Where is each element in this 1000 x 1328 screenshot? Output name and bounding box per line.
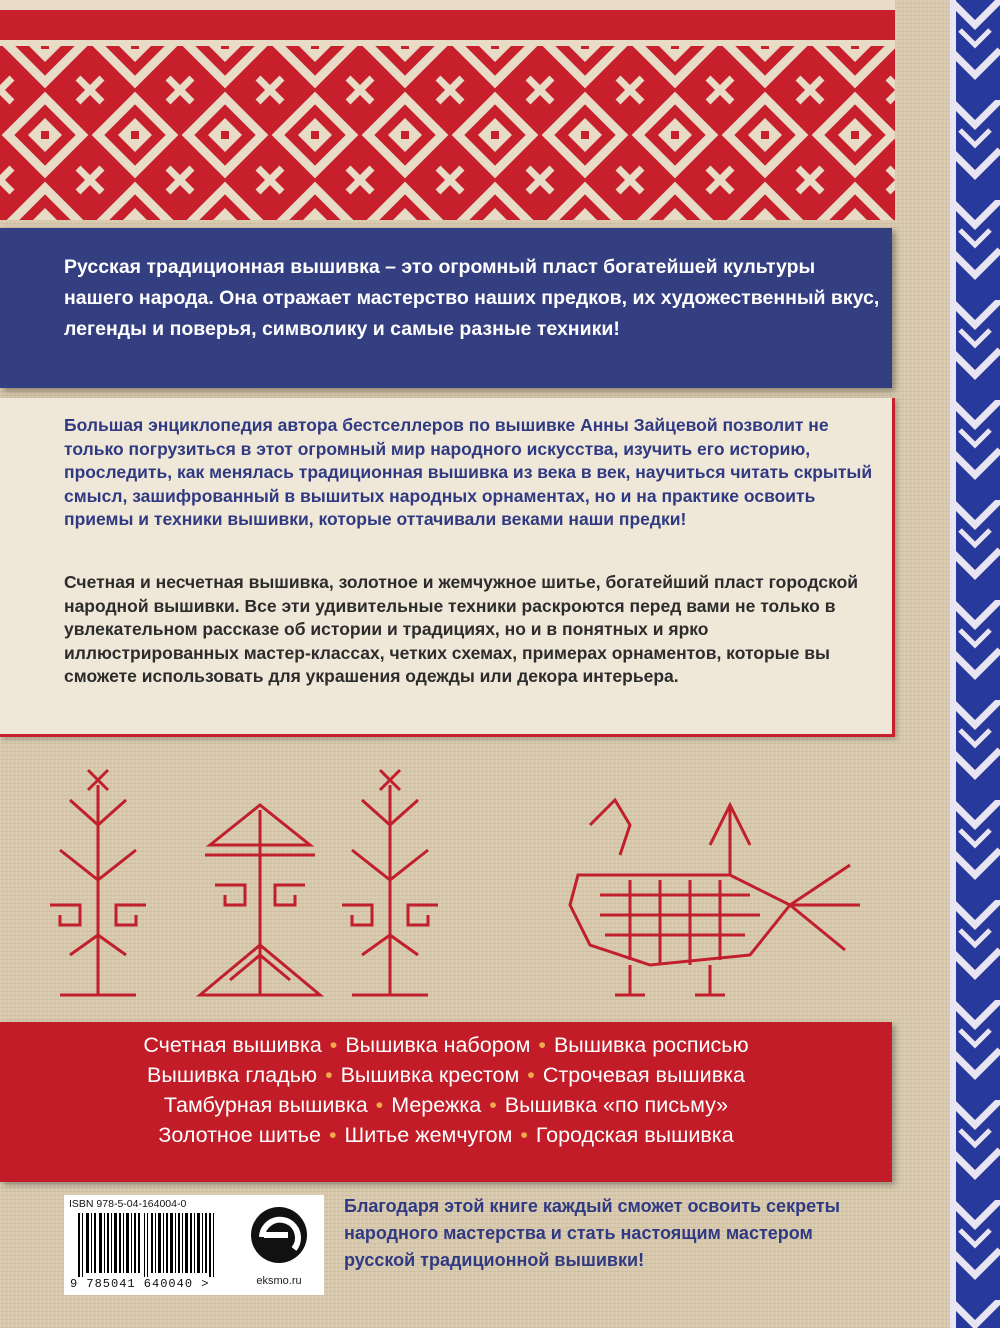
techniques-list <box>0 1030 892 1150</box>
bird-ornament <box>570 800 860 995</box>
blue-woven-border <box>950 0 1000 1328</box>
technique-item: Городская вышивка <box>535 1123 734 1147</box>
bullet-icon: • <box>520 1123 528 1147</box>
embroidery-illustration <box>30 755 910 1020</box>
technique-item: Вышивка гладью <box>147 1063 318 1087</box>
barcode <box>64 1195 234 1295</box>
isbn-text: ISBN 978-5-04-164004-0 <box>69 1198 187 1210</box>
technique-item: Мережка <box>391 1093 482 1117</box>
tree-of-life-ornament-center <box>200 805 320 995</box>
description-paragraph-2: Счетная и несчетная вышивка, золотное и жемчужное шитье, богатейший пласт городской народной вышивки. Все эти удивительные техники раскроются перед вами не только в увлекательном рассказе об истории и традициях, но и в понятных и ярко иллюстрированных мастер-классах, четких схемах, примерах орнаментов, которые вы сможете использовать для украшения одежды или декора интерьера. <box>64 572 859 687</box>
technique-item: Вышивка росписью <box>553 1033 749 1057</box>
publisher-url: eksmo.ru <box>256 1275 302 1287</box>
techniques-row-1 <box>0 1030 892 1060</box>
tree-of-life-ornament-right <box>342 770 438 995</box>
technique-item: Золотное шитье <box>158 1123 321 1147</box>
techniques-row-2 <box>0 1060 892 1090</box>
technique-item: Счетная вышивка <box>143 1033 322 1057</box>
red-embroidery-border <box>0 0 895 220</box>
bullet-icon: • <box>489 1093 497 1117</box>
closing-text: Благодаря этой книге каждый сможет освоить секреты народного мастерства и стать настоящим мастером русской традиционной вышивки! <box>344 1196 841 1270</box>
technique-item: Вышивка набором <box>345 1033 531 1057</box>
techniques-row-4 <box>0 1120 892 1150</box>
bullet-icon: • <box>538 1033 546 1057</box>
bullet-icon: • <box>328 1123 337 1147</box>
intro-text: Русская традиционная вышивка – это огромный пласт богатейшей культуры нашего народа. Она отражает мастерство наших предков, их художественный вкус, легенды и поверья, символику и самые разные техники! <box>64 256 880 340</box>
technique-item: Строчевая вышивка <box>542 1063 745 1087</box>
technique-item: Тамбурная вышивка <box>163 1093 368 1117</box>
techniques-row-3 <box>0 1090 892 1120</box>
bullet-icon: • <box>329 1033 338 1057</box>
technique-item: Вышивка «по письму» <box>504 1093 729 1117</box>
technique-item: Вышивка крестом <box>340 1063 520 1087</box>
publisher-logo <box>234 1195 324 1295</box>
description-paragraph-1: Большая энциклопедия автора бестселлеров по вышивке Анны Зайцевой позволит не только погрузиться в этот огромный мир народного искусства, изучить его историю, проследить, как менялась традиционная вышивка из века в век, научиться читать скрытый смысл, зашифрованный в вышитых народных орнаментах, но и на практике освоить приемы и техники вышивки, которые оттачивали веками наши предки! <box>64 415 873 530</box>
barcode-number: 9 785041 640040 > <box>70 1277 210 1291</box>
bullet-icon: • <box>325 1063 333 1087</box>
bullet-icon: • <box>375 1093 384 1117</box>
tree-of-life-ornament-left <box>50 770 146 995</box>
bullet-icon: • <box>527 1063 535 1087</box>
technique-item: Шитье жемчугом <box>344 1123 513 1147</box>
eksmo-logo-icon <box>234 1195 324 1275</box>
